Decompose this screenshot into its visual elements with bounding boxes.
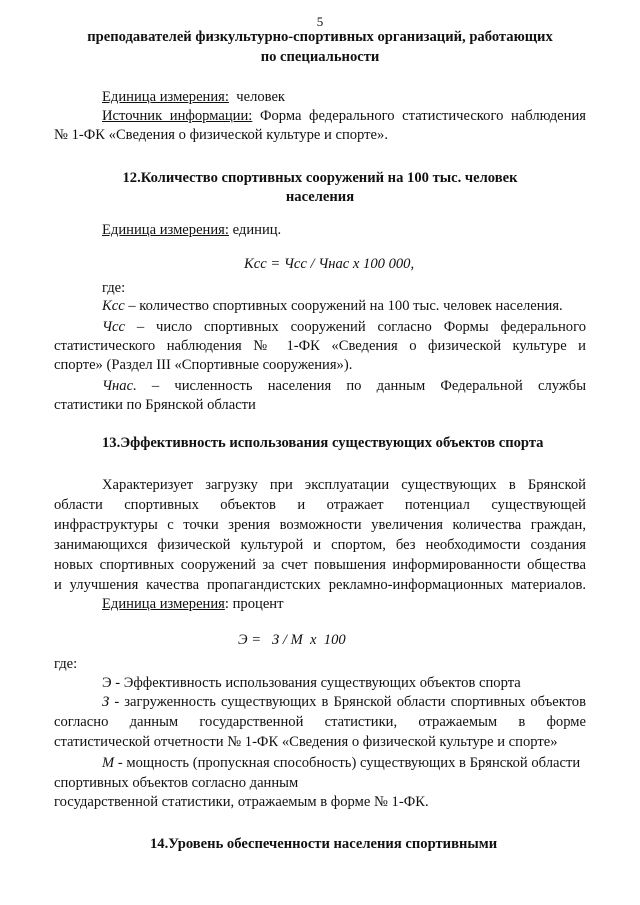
variable: Kсс [102,298,125,314]
section-13-definition-2-line-1 [102,693,586,711]
section-12-formula: Kсс = Чсс / Чнас х 100 000, [244,256,415,272]
section-12-definition-2-line-2: статистического наблюдения № 1-ФК «Сведения о физической культуре и [54,338,586,354]
section-12-heading-line-2: населения [285,189,355,205]
section-13-paragraph-line-3: инфраструктуры с точки зрения возможности увеличения количества граждан, [54,517,586,533]
section-13-definition-1: Э - Эффективность использования существующих объектов спорта [102,675,521,691]
section-13-definition-2-line-2: согласно данным государственной статистики, отражаемым в форме [54,714,586,730]
definition-text: – число спортивных сооружений согласно Формы федерального [125,319,586,335]
section-13-definition-2-line-3: статистической отчетности № 1-ФК «Сведения о физической культуре и спорте» [54,734,558,750]
section-11-source-line-1 [102,107,586,125]
definition-text: – количество спортивных сооружений на 100 тыс. человек населения. [124,298,563,314]
unit-label: Единица измерения: [102,222,229,238]
page-number: 5 [316,14,324,29]
variable: М [102,755,115,771]
section-12-definition-3-line-1 [102,377,586,395]
section-11-heading-line-2: по специальности [260,49,380,65]
section-11-unit [102,88,285,106]
section-13-paragraph-line-4: занимающихся физической культурой и спортом, без необходимости создания [54,537,586,553]
definition-text: – численность населения по данным Федеральной службы [151,378,586,394]
unit-value: : процент [224,596,284,612]
section-13-paragraph-line-6: и улучшения качества пропагандистских рекламно-информационных материалов. [54,577,586,593]
section-13-paragraph-line-2: области спортивных объектов и отражает потенциал существующей [54,497,586,513]
section-12-unit [102,221,281,239]
source-label: Источник информации: [102,108,253,124]
variable: Чсс [102,319,126,335]
section-12-definition-2-line-3: спорте» (Раздел III «Спортивные сооружения»). [54,357,353,373]
section-13-where: где: [54,656,78,672]
section-12-heading-line-1: 12.Количество спортивных сооружений на 100 тыс. человек [122,170,518,186]
unit-label: Единица измерения: [102,89,229,105]
section-13-paragraph-line-5: новых спортивных сооружений за счет повышения информированности общества [54,557,586,573]
section-12-definition-3-line-2: статистики по Брянской области [54,397,256,413]
section-13-paragraph-line-1: Характеризует загрузку при эксплуатации существующих в Брянской [102,477,586,493]
section-13-unit [102,595,284,613]
definition-text: - загруженность существующих в Брянской области спортивных объектов [109,694,586,710]
section-13-definition-3-line-1 [102,754,580,772]
section-13-heading: 13.Эффективность использования существующих объектов спорта [102,435,544,451]
section-13-definition-3-line-2: спортивных объектов согласно данным [54,775,299,791]
definition-text: - мощность (пропускная способность) существующих в Брянской области [114,755,581,771]
unit-label: Единица измерения [102,596,225,612]
unit-value: человек [236,89,286,105]
section-11-source-line-2: № 1-ФК «Сведения о физической культуре и спорте». [54,127,388,143]
variable: З [102,694,110,710]
section-13-definition-3-line-3: государственной статистики, отражаемым в форме № 1-ФК. [54,794,429,810]
section-12-where: где: [102,280,126,296]
section-12-definition-1 [102,297,563,315]
section-11-heading-line-1: преподавателей физкультурно-спортивных организаций, работающих [87,29,553,45]
section-12-definition-2-line-1 [102,318,586,336]
source-value: Форма федерального статистического наблюдения [259,108,586,124]
section-14-heading: 14.Уровень обеспеченности населения спортивными [150,836,498,852]
variable: Чнас. [102,378,137,394]
unit-value: единиц. [232,222,282,238]
section-13-formula: Э = З / М х 100 [238,632,346,648]
